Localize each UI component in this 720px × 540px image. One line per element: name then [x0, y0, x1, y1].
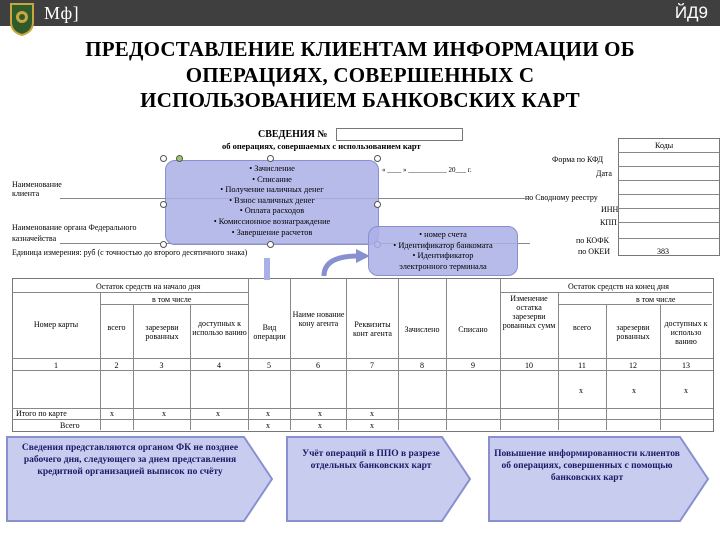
table-line	[500, 292, 712, 293]
col-number: 9	[471, 361, 475, 370]
x-mark: x	[370, 421, 374, 430]
col-name: Наиме нование кону агента	[292, 310, 345, 328]
label-svodny: по Сводному реестру	[525, 193, 598, 202]
callout-item: • Комиссионное вознаграждение	[213, 216, 331, 226]
okei-code: 383	[657, 247, 669, 256]
col-optype: Вид операции	[253, 323, 286, 341]
callout-item: • Завершение расчетов	[231, 227, 313, 237]
form-subheading: об операциях, совершаемых с использованием карт	[222, 141, 421, 151]
table-col	[446, 278, 447, 430]
row-total: Всего	[60, 421, 80, 430]
form-date-line: « ____ » ___________ 20___ г.	[382, 166, 472, 174]
callout-item: • Идентификатор	[412, 251, 474, 261]
col-number: 5	[267, 361, 271, 370]
col-number: 12	[629, 361, 637, 370]
callout-item: • Оплата расходов	[239, 206, 305, 216]
label-organ-1: Наименование органа Федерального	[12, 223, 137, 232]
col-number: 3	[159, 361, 164, 370]
resize-handle[interactable]	[374, 155, 381, 162]
resize-handle[interactable]	[160, 201, 167, 208]
col-total-start: всего	[107, 323, 126, 332]
codes-divider	[618, 208, 719, 209]
label-client-2: клиента	[12, 189, 40, 198]
label-date: Дата	[596, 169, 612, 178]
col-total-end: всего	[572, 323, 591, 332]
col-debit: Списано	[458, 325, 488, 334]
top-bar	[0, 0, 720, 26]
header-end-balance: Остаток средств на конец дня	[568, 282, 669, 291]
arrow-text-right: Повышение информированности клиентов об операциях, совершенных с помощью банковских карт	[494, 449, 680, 483]
table-line	[12, 419, 713, 420]
down-connector-icon	[262, 258, 272, 280]
requisites-callout[interactable]	[368, 226, 518, 276]
resize-handle[interactable]	[374, 201, 381, 208]
table-line	[12, 358, 713, 359]
col-number: 2	[114, 361, 119, 370]
callout-item: • номер счета	[419, 230, 467, 239]
label-kpp: КПП	[600, 218, 617, 227]
codes-divider	[618, 238, 719, 239]
x-mark: x	[318, 409, 322, 418]
codes-divider	[618, 152, 719, 153]
table-col	[248, 278, 249, 430]
col-available-start: доступных к использо ванию	[192, 319, 247, 337]
label-unit: Единица измерения: руб (с точностью до второго десятичного знака)	[12, 248, 248, 257]
callout-item: • Идентификатор банкомата	[393, 240, 493, 250]
col-reserved-end: зарезерви рованных	[616, 323, 650, 341]
callout-item: • Списание	[252, 174, 292, 184]
col-number: 10	[525, 361, 533, 370]
col-number: 1	[54, 361, 58, 370]
resize-handle[interactable]	[267, 241, 274, 248]
header-in-total-end: в том числе	[636, 295, 676, 304]
col-number: 6	[316, 361, 320, 370]
title-line-3: ИСПОЛЬЗОВАНИЕМ БАНКОВСКИХ КАРТ	[140, 88, 580, 112]
col-number: 13	[682, 361, 690, 370]
table-line	[558, 304, 712, 305]
operation-types-callout[interactable]	[165, 160, 379, 245]
form-number-box	[336, 128, 463, 141]
resize-handle[interactable]	[267, 155, 274, 162]
col-number: 11	[578, 361, 586, 370]
table-col	[290, 278, 291, 430]
arrow-text-left: Сведения представляются органом ФК не позднее рабочего дня, следующего за днем представления кредитной организацией выписок по счёту	[21, 443, 239, 477]
table-line	[100, 304, 248, 305]
x-mark: x	[266, 409, 270, 418]
table-col	[398, 278, 399, 430]
x-mark: x	[110, 409, 114, 418]
x-mark: x	[370, 409, 374, 418]
header-start-balance: Остаток средств на начало дня	[96, 282, 201, 291]
col-reserved-start: зарезерви рованных	[145, 323, 179, 341]
page-title	[30, 37, 690, 114]
table-line	[12, 408, 713, 409]
callout-item: • Взнос наличных денег	[229, 195, 315, 205]
codes-divider	[618, 222, 719, 223]
title-line-1: ПРЕДОСТАВЛЕНИЕ КЛИЕНТАМ ИНФОРМАЦИИ ОБ	[85, 37, 635, 61]
row-total-card: Итого по карте	[16, 409, 67, 418]
col-req: Реквизиты конт агента	[353, 320, 392, 338]
callout-item: • Получение наличных денег	[220, 185, 324, 195]
codes-divider	[618, 194, 719, 195]
col-card: Номер карты	[33, 320, 79, 329]
arrow-text-middle: Учёт операций в ППО в разрезе отдельных банковских карт	[302, 449, 440, 471]
codes-header: Коды	[655, 141, 674, 150]
resize-handle[interactable]	[160, 241, 167, 248]
x-mark: x	[318, 421, 322, 430]
x-mark: x	[216, 409, 220, 418]
label-organ-2: казначейства	[12, 234, 57, 243]
callout-item: электронного терминала	[399, 261, 487, 271]
col-change: Изменение остатка зарезерви рованных сумм	[502, 294, 556, 330]
callout-item: • Зачисление	[249, 164, 295, 173]
label-client-1: Наименование	[12, 180, 62, 189]
x-mark: x	[579, 386, 583, 395]
label-kofk: по КОФК	[576, 236, 609, 245]
x-mark: x	[162, 409, 166, 418]
x-mark: x	[684, 386, 688, 395]
col-credit: Зачислено	[404, 325, 440, 334]
table-line	[12, 292, 248, 293]
form-heading: СВЕДЕНИЯ №	[258, 129, 328, 140]
x-mark: x	[266, 421, 270, 430]
x-mark: x	[632, 386, 636, 395]
label-okei: по ОКЕИ	[578, 247, 611, 256]
logo-text: Мф]	[44, 3, 80, 23]
codes-divider	[618, 166, 719, 167]
title-line-2: ОПЕРАЦИЯХ, СОВЕРШЕННЫХ С	[185, 62, 535, 87]
col-number: 7	[370, 361, 374, 370]
table-line	[12, 370, 713, 371]
adjust-handle[interactable]	[176, 155, 183, 162]
label-inn: ИНН	[601, 205, 619, 214]
slide-number: ЙД9	[674, 3, 708, 22]
label-form-kfd: Форма по КФД	[552, 155, 604, 164]
col-number: 8	[420, 361, 424, 370]
col-available-end: доступных к использо ванию	[664, 319, 708, 346]
table-col	[346, 278, 347, 430]
col-number: 4	[217, 361, 221, 370]
resize-handle[interactable]	[160, 155, 167, 162]
header-in-total-start: в том числе	[152, 295, 192, 304]
emblem-icon	[9, 2, 35, 36]
codes-divider	[618, 180, 719, 181]
